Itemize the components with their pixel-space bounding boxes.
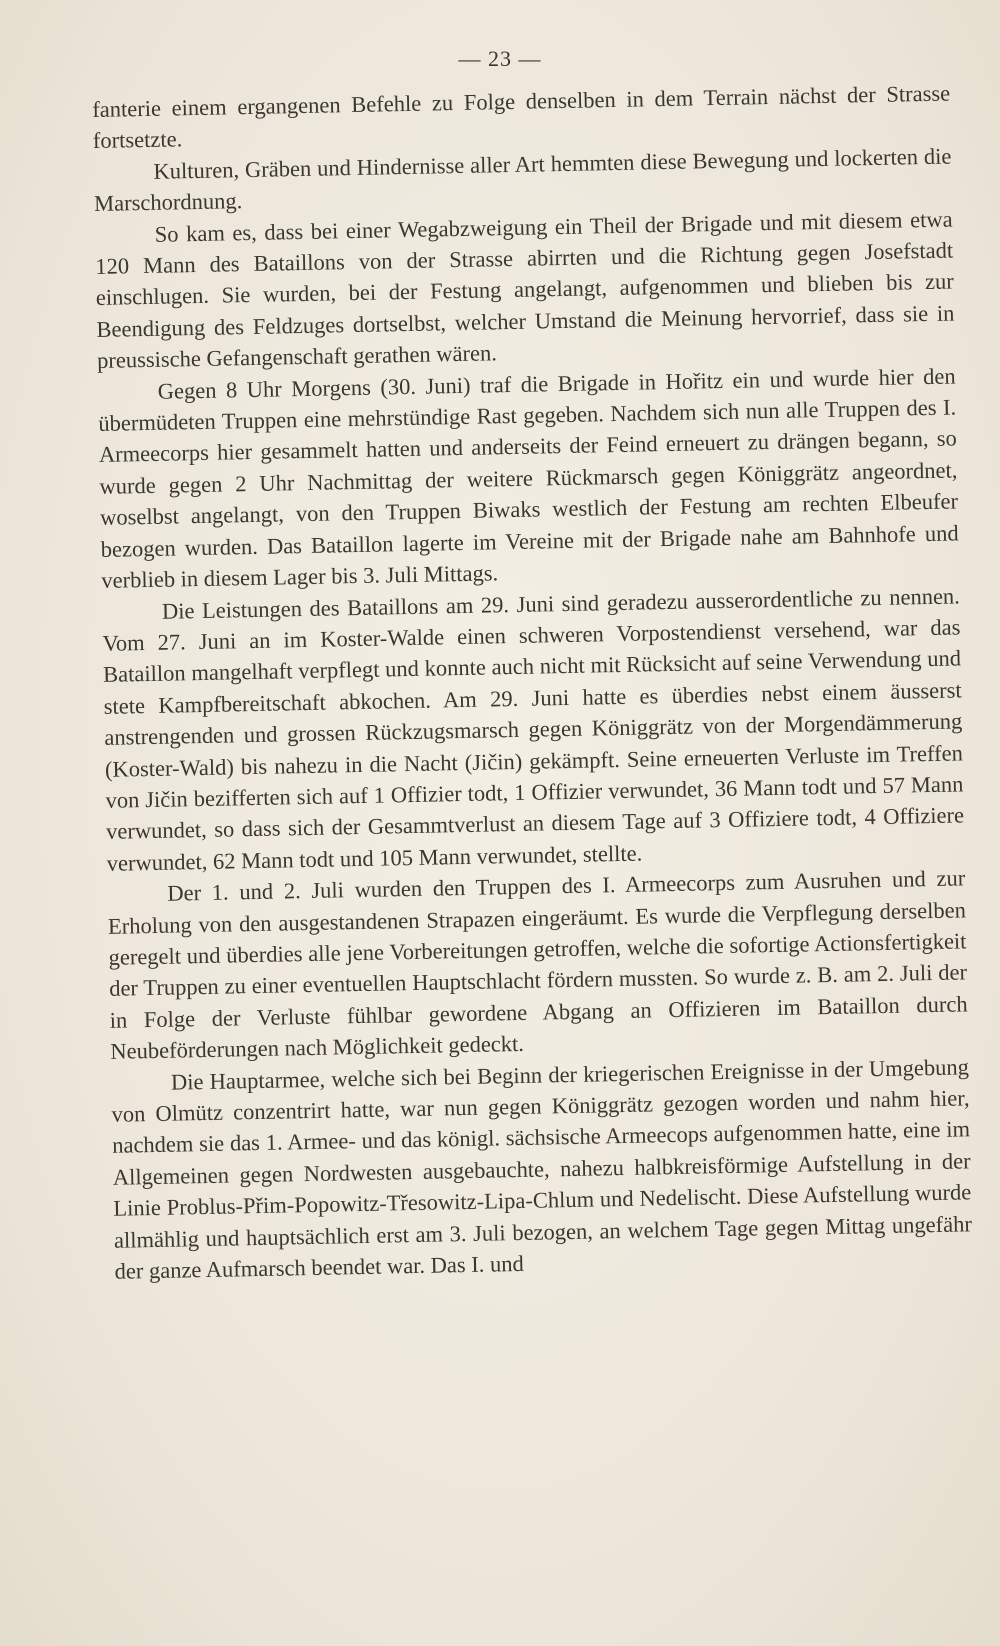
paragraph-6: Der 1. und 2. Juli wurden den Truppen des I. Armeecorps zum Ausruhen und zur Erholung von den ausgestandenen Strapazen eingeräumt. Es wurde die Verpflegung derselben geregelt und überdies alle jene Vorbereitungen getroffen, welche die sofortige Actionsfertigkeit der Truppen zu einer eventuellen Hauptschlacht fördern mussten. So wurde z. B. am 2. Juli der in Folge der Verluste fühlbar gewordene Abgang an Offizieren im Bataillon durch Neubeförderungen nach Möglichkeit gedeckt. <box>107 865 968 1065</box>
paragraph-7: Die Hauptarmee, welche sich bei Beginn der kriegerischen Ereignisse in der Umgebung von Olmütz conzentrirt hatte, war nun gegen Königgrätz gezogen worden und nahm hier, nachdem sie das 1. Armee- und das königl. sächsische Armeecops aufgenommen hatte, eine im Allgemeinen gegen Nordwesten ausgebauchte, nahezu halbkreisförmige Aufstellung in der Linie Problus-Přim-Popowitz-Třesowitz-Lipa-Chlum und Nedelischt. Diese Aufstellung wurde allmählig und hauptsächlich erst am 3. Juli bezogen, an welchem Tage gegen Mittag ungefähr der ganze Aufmarsch beendet war. Das I. und <box>111 1053 973 1284</box>
body-text <box>92 78 973 1288</box>
paragraph-3: So kam es, dass bei einer Wegabzweigung ein Theil der Brigade und mit diesem etwa 120 Mann des Bataillons von der Strasse abirrten und die Richtung gegen Josefstadt einschlugen. Sie wurden, bei der Festung angelangt, aufgenommen und blieben bis zur Beendigung des Feldzuges dortselbst, welcher Umstand die Meinung hervorrief, dass sie in preussische Gefangenschaft gerathen wären. <box>95 206 955 374</box>
paragraph-4: Gegen 8 Uhr Morgens (30. Juni) traf die Brigade in Hořitz ein und wurde hier den übermüdeten Truppen eine mehrstündige Rast gegeben. Nachdem sich nun alle Truppen des I. Armeecorps hier gesammelt hatten und anderseits der Feind erneuert zu drängen begann, so wurde gegen 2 Uhr Nachmittag der weitere Rückmarsch gegen Königgrätz angeordnet, woselbst angelangt, von den Truppen Biwaks westlich der Festung am rechten Elbeufer bezogen wurden. Das Bataillon lagerte im Vereine mit der Brigade nahe am Bahnhofe und verblieb in diesem Lager bis 3. Juli Mittags. <box>98 363 959 594</box>
paragraph-2: Kulturen, Gräben und Hindernisse aller Art hemmten diese Bewegung und lockerten die Marschordnung. <box>93 143 952 217</box>
page-number: — 23 — <box>458 46 542 71</box>
paragraph-1: fanterie einem ergangenen Befehle zu Folge denselben in dem Terrain nächst der Strasse fortsetzte. <box>92 80 951 154</box>
paragraph-5: Die Leistungen des Bataillons am 29. Juni sind geradezu ausserordentliche zu nennen. Vom 27. Juni an im Koster-Walde einen schweren Vorpostendienst versehend, war das Bataillon mangelhaft verpflegt und konnte auch nicht mit Rücksicht auf seine Verwendung und stete Kampfbereitschaft abkochen. Am 29. Juni hatte es überdies nebst einem äusserst anstrengenden und grossen Rückzugsmarsch gegen Königgrätz von der Morgendämmerung (Koster-Wald) bis nahezu in die Nacht (Jičin) gekämpft. Seine erneuerten Verluste im Treffen von Jičin bezifferten sich auf 1 Offizier todt, 1 Offizier verwundet, 36 Mann todt und 57 Mann verwundet, so dass sich der Gesammtverlust an diesem Tage auf 3 Offiziere todt, 4 Offiziere verwundet, 62 Mann todt und 105 Mann verwundet, stellte. <box>102 582 965 876</box>
